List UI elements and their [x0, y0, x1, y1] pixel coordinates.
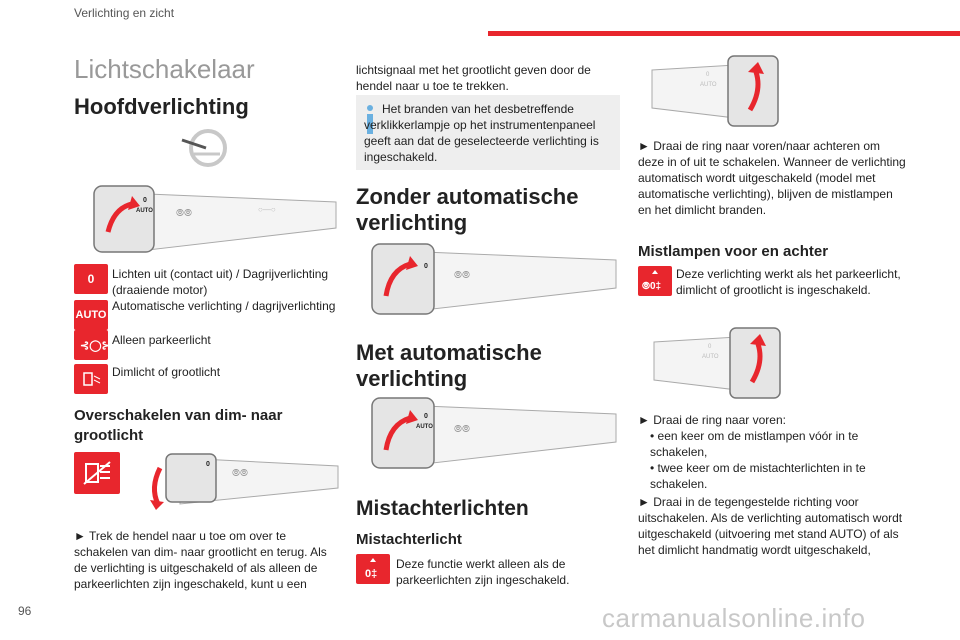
fog-bullet-2: • twee keer om de mistachterlichten in te schakelen.	[650, 461, 866, 491]
svg-text:AUTO: AUTO	[700, 82, 717, 88]
svg-text:AUTO: AUTO	[416, 424, 433, 430]
body-text-col1: ► Trek de hendel naar u toe om over te schakelen van dim- naar grootlicht en terug. Als de verlichting is uitgeschakeld of als alleen de parkeerlichten zijn ingeschakeld, kunt u een	[74, 529, 327, 591]
off-position-icon: 0	[74, 264, 108, 294]
main-beam-icon	[74, 452, 120, 494]
svg-text:0: 0	[206, 461, 210, 468]
subheading-dip-to-main: Overschakelen van dim- naar grootlicht	[74, 407, 283, 444]
front-rear-fog-icon	[638, 266, 672, 296]
body-text-col3-top: ► Draai de ring naar voren/naar achteren om deze in of uit te schakelen. Wanneer de verlichting automatisch wordt uitgeschakeld (model met automatische verlichting), blijven de mistlampen en het dimlicht branden.	[638, 139, 906, 217]
svg-text:⦾⦾: ⦾⦾	[176, 208, 192, 219]
heading-without-auto: Zonder automatische verlichting	[356, 184, 579, 235]
parking-light-icon	[74, 330, 111, 360]
header-accent-bar	[488, 31, 960, 36]
legend-text-dipped: Dimlicht of grootlicht	[112, 365, 221, 379]
rear-fog-text: Deze functie werkt alleen als de parkeerlichten zijn ingeschakeld.	[396, 557, 570, 587]
svg-text:⦾⦾: ⦾⦾	[454, 424, 470, 435]
svg-text:0: 0	[708, 344, 712, 350]
auto-position-icon: AUTO	[74, 300, 108, 330]
section-heading-main-lights: Hoofdverlichting	[74, 94, 249, 119]
svg-text:0: 0	[143, 197, 147, 204]
info-text: Het branden van het desbetreffende verklikkerlampje op het instrumentenpaneel geeft aan dat de geselecteerde verlichting is ingeschakeld.	[364, 102, 599, 164]
svg-text:0: 0	[424, 263, 428, 270]
page-title: Lichtschakelaar	[74, 54, 255, 84]
legend-text-off: Lichten uit (contact uit) / Dagrijverlichting (draaiende motor)	[112, 267, 329, 297]
stalk-without-auto-illustration	[368, 238, 618, 322]
stalk-pull-illustration	[140, 448, 340, 510]
fog-ring-forward-illustration	[654, 322, 904, 406]
subheading-rear-fog-light: Mistachterlicht	[356, 531, 462, 548]
svg-text:○—○: ○—○	[258, 205, 276, 214]
light-stalk-illustration	[88, 180, 338, 264]
svg-text:0: 0	[706, 72, 710, 78]
body-text-col3-bottom: ► Draai in de tegengestelde richting voor uitschakelen. Als de verlichting automatisch wordt uitgeschakeld (uitvoering met stand AUTO) of als het dimlicht handmatig wordt uitgeschakeld,	[638, 495, 903, 557]
dipped-beam-icon	[74, 364, 108, 394]
svg-text:⦾⦾: ⦾⦾	[454, 270, 470, 281]
svg-text:0: 0	[424, 413, 428, 420]
body-text-col2-top: lichtsignaal met het grootlicht geven door de hendel naar u toe te trekken.	[356, 63, 591, 93]
fog-bullet-1: • een keer om de mistlampen vóór in te schakelen,	[650, 429, 859, 459]
watermark-text: carmanualsonline.info	[602, 603, 866, 633]
legend-text-parking: Alleen parkeerlicht	[112, 333, 211, 347]
fog-ring-illustration	[652, 50, 902, 134]
rear-fog-icon	[356, 554, 390, 584]
svg-text:AUTO: AUTO	[136, 208, 153, 214]
heading-with-auto: Met automatische verlichting	[356, 340, 542, 391]
stalk-with-auto-illustration	[368, 392, 618, 476]
front-rear-fog-text: Deze verlichting werkt als het parkeerlicht, dimlicht of grootlicht is ingeschakeld.	[676, 267, 901, 297]
info-box	[356, 95, 620, 170]
heading-rear-fog: Mistachterlichten	[356, 497, 529, 520]
steering-wheel-icon	[180, 128, 226, 168]
legend-text-auto: Automatische verlichting / dagrijverlichting	[112, 299, 336, 313]
svg-text:⦾0‡: ⦾0‡	[642, 281, 662, 292]
svg-text:⦾⦾: ⦾⦾	[232, 468, 248, 479]
subheading-front-rear-fog: Mistlampen voor en achter	[638, 243, 829, 260]
svg-text:AUTO: AUTO	[702, 354, 719, 360]
section-header: Verlichting en zicht	[74, 6, 175, 20]
fog-forward-instruction: ► Draai de ring naar voren:	[638, 413, 786, 427]
svg-text:⊰◯⊱: ⊰◯⊱	[80, 340, 111, 352]
page-number: 96	[18, 604, 32, 618]
svg-text:0‡: 0‡	[365, 568, 378, 580]
